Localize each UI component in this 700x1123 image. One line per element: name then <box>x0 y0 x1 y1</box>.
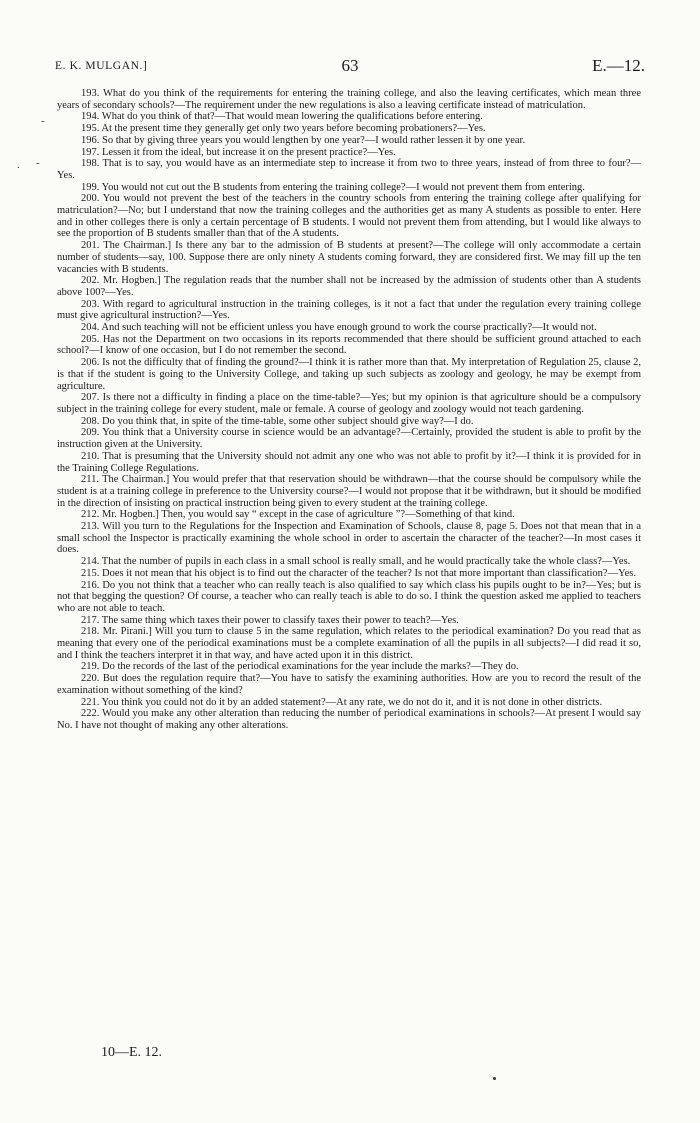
qa-paragraph: 212. Mr. Hogben.] Then, you would say “ except in the case of agriculture ”?—Something of that kind. <box>81 509 515 521</box>
signature-mark: 10—E. 12. <box>101 1045 163 1060</box>
margin-mark: - <box>36 157 40 169</box>
page-number: 63 <box>341 56 359 75</box>
qa-paragraph: 193. What do you think of the requirements for entering the training college, and also the leaving certificates, which mean three years of secondary schools?—The requirement under the new regulations is also a leaving certificate instead of matriculation. <box>57 88 641 111</box>
qa-paragraph: 208. Do you think that, in spite of the time-table, some other subject should give way?—I do. <box>81 415 474 427</box>
qa-paragraph: 206. Is not the difficulty that of finding the ground?—I think it is rather more than that. My interpretation of Regulation 25, clause 2, is that if the student is going to the University College, and taking up such subjects as zoology and geology, he may be exempt from agriculture. <box>57 357 641 392</box>
qa-paragraph: 209. You think that a University course in science would be an advantage?—Certainly, provided the student is able to profit by the instruction given at the University. <box>57 427 641 451</box>
qa-paragraph: 195. At the present time they generally get only two years before becoming probationers?—Yes. <box>81 123 486 135</box>
qa-paragraph: 207. Is there not a difficulty in finding a place on the time-table?—Yes; but my opinion is that agriculture should be a compulsory subject in the training college for every student, male or female. A course of geology and zoology would not teach gardening. <box>57 392 641 415</box>
qa-paragraph: 215. Does it not mean that his object is to find out the character of the teacher? Is not that more important than classification?—Yes. <box>81 567 636 579</box>
qa-paragraph: 220. But does the regulation require that?—You have to satisfy the examining authorities. How are you to record the result of the examination without something of the kind? <box>57 673 641 696</box>
qa-paragraph: 217. The same thing which taxes their power to classify taxes their power to teach?—Yes. <box>81 614 459 626</box>
page-header <box>55 56 645 80</box>
qa-paragraph: 221. You think you could not do it by an added statement?—At any rate, we do not do it, and it is not done in other districts. <box>81 696 603 708</box>
qa-paragraph: 204. And such teaching will not be efficient unless you have enough ground to work the course practically?—It would not. <box>81 322 597 334</box>
qa-paragraph: 213. Will you turn to the Regulations for the Inspection and Examination of Schools, clause 8, page 5. Does not that mean that in a small school the Inspector is practically examining the whole school in order to ascertain the character of the teacher?—In most cases it does. <box>57 521 641 556</box>
qa-paragraph: 222. Would you make any other alteration than reducing the number of periodical examinations in schools?—At present I would say No. I have not thought of making any other alterations. <box>57 708 641 731</box>
qa-paragraph: 219. Do the records of the last of the periodical examinations for the year include the marks?—They do. <box>81 661 519 673</box>
qa-paragraph: 201. The Chairman.] Is there any bar to the admission of B students at present?—The college will only accommodate a certain number of students—say, 100. Suppose there are only ninety A students coming forward, they are considered first. We may fill up the ten vacancies with B students. <box>57 240 641 275</box>
qa-paragraph: 216. Do you not think that a teacher who can really teach is also qualified to say which class his pupils ought to be in?—Yes; but is not that begging the question? Of course, a teacher who can really teach is able to do so. I think the question asked me applied to teachers who are not able to teach. <box>57 579 641 614</box>
qa-paragraph: 205. Has not the Department on two occasions in its reports recommended that there should be sufficient ground attached to each school?—I know of one occasion, but I do not remember the second. <box>57 333 641 357</box>
speck <box>493 1077 496 1080</box>
paper-reference: E.—12. <box>592 56 645 75</box>
qa-paragraph: 199. You would not cut out the B students from entering the training college?—I would not prevent them from entering. <box>81 181 585 193</box>
qa-paragraph: 218. Mr. Pirani.] Will you turn to clause 5 in the same regulation, which relates to the periodical examination? Do you read that as meaning that every one of the periodical examinations must be a complete examination of all the pupils in all subjects?—I did read it so, and I think the teachers interpret it in that way, and have acted upon it in this district. <box>57 626 641 661</box>
qa-paragraph: 203. With regard to agricultural instruction in the training colleges, is it not a fact that under the regulation every training college must give agricultural instruction?—Yes. <box>57 298 641 322</box>
qa-paragraph: 196. So that by giving three years you would lengthen by one year?—I would rather lessen it by one year. <box>81 134 526 146</box>
qa-paragraph: 214. That the number of pupils in each class in a small school is really small, and he would practically take the whole class?—Yes. <box>81 556 631 568</box>
testimony-body <box>57 88 641 732</box>
margin-mark: - <box>41 115 45 127</box>
qa-paragraph: 210. That is presuming that the University should not admit any one who was not able to profit by it?—I think it is provided for in the Training College Regulations. <box>57 450 641 474</box>
qa-paragraph: 202. Mr. Hogben.] The regulation reads that the number shall not be increased by the admission of students other than A students above 100?—Yes. <box>57 275 641 298</box>
qa-paragraph: 211. The Chairman.] You would prefer that that reservation should be withdrawn—that the course should be compulsory while the student is at a training college in preference to the University course?—I would not propose that it be withdrawn, but it should be modified in the direction of insisting on practical instruction being given to every student at the training college. <box>57 474 641 509</box>
qa-paragraph: 200. You would not prevent the best of the teachers in the country schools from entering the training college after qualifying for matriculation?—No; but I understand that now the training colleges and the authorities get as many A students as possible to enter. Here and in other colleges there is only a certain percentage of B students. I would not prevent them from attending, but I would like always to see the proportion of B students smaller than that of the A students. <box>57 193 641 240</box>
qa-paragraph: 198. That is to say, you would have as an intermediate step to increase it from two to three years, instead of from three to four?—Yes. <box>57 158 641 181</box>
margin-mark: . <box>17 159 20 171</box>
qa-paragraph: 197. Lessen it from the ideal, but increase it on the present practice?—Yes. <box>81 146 396 158</box>
witness-name: E. K. MULGAN.] <box>55 60 148 72</box>
qa-paragraph: 194. What do you think of that?—That would mean lowering the qualifications before entering. <box>81 111 483 123</box>
